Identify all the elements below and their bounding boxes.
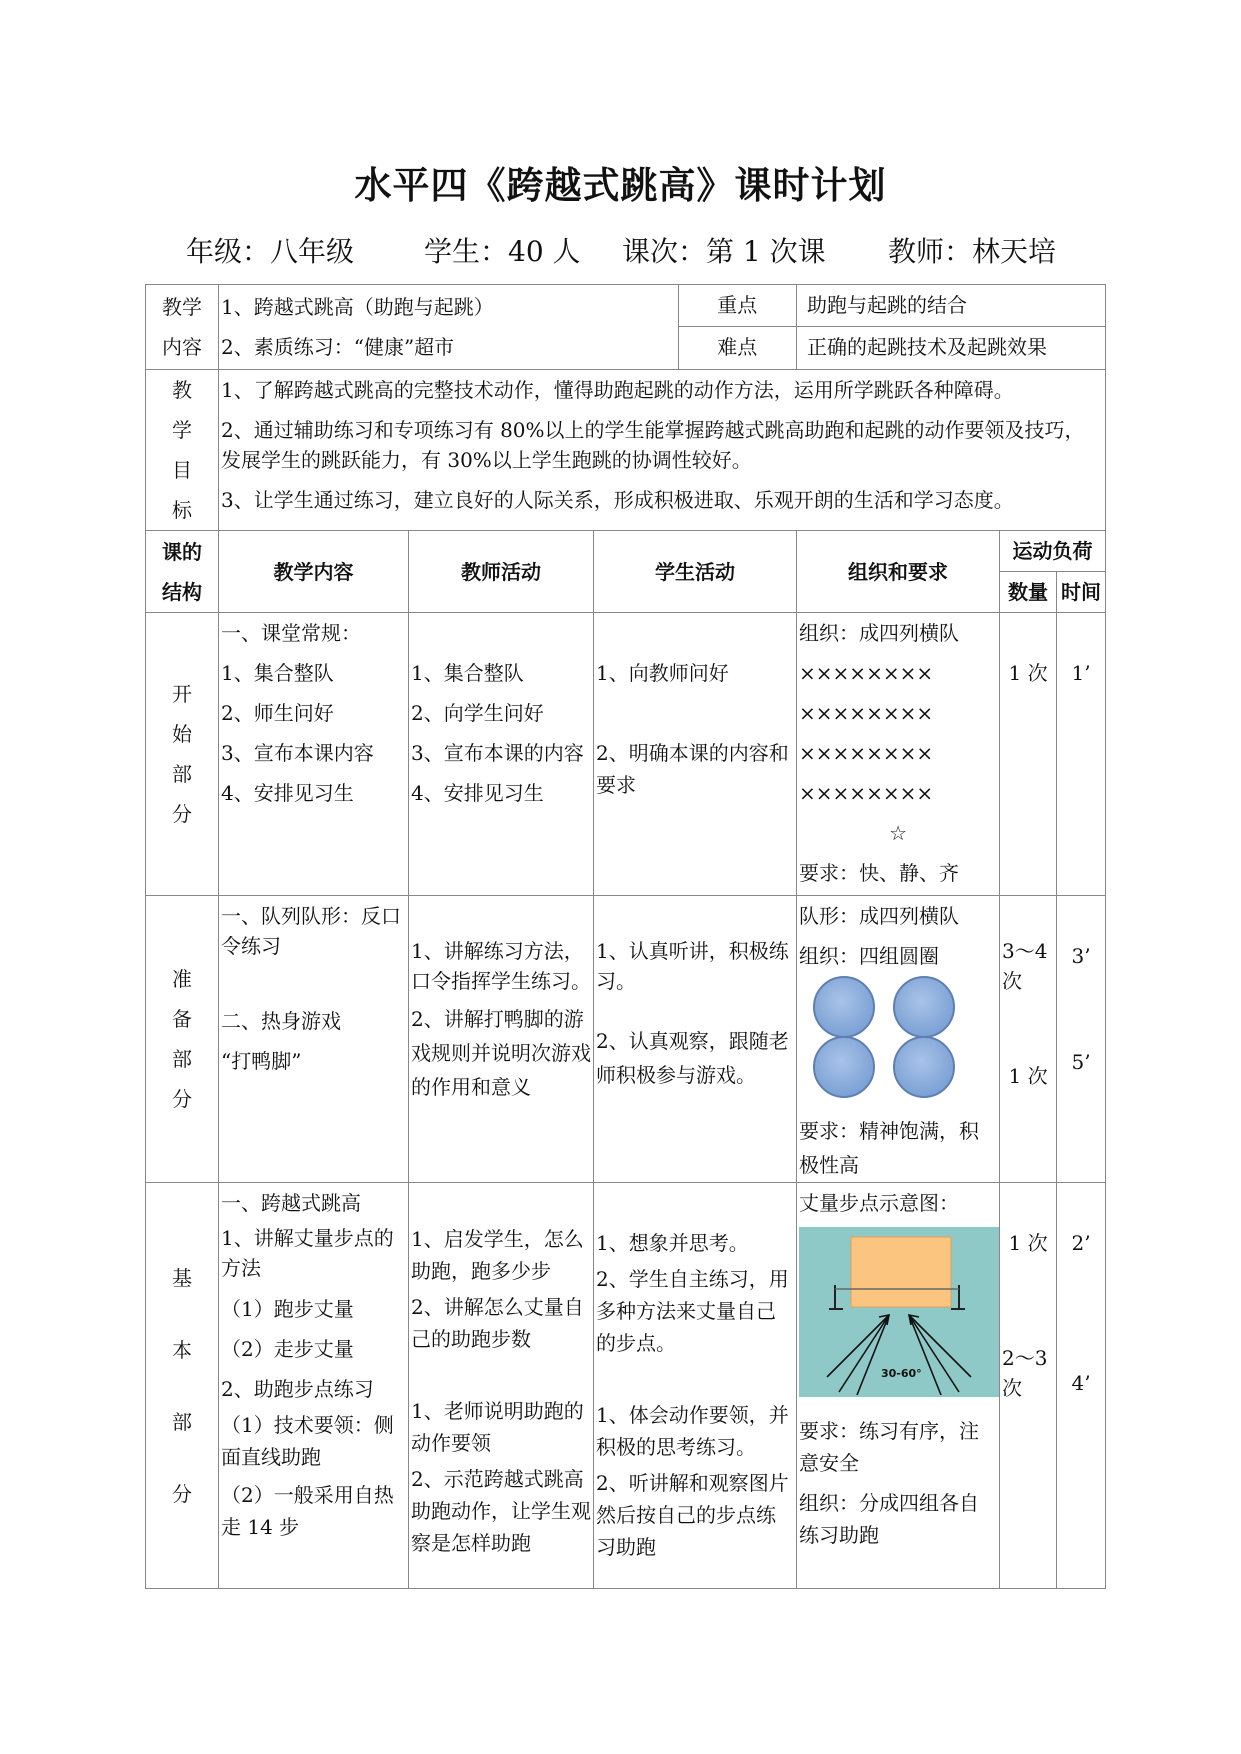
header-organization: 组织和要求 bbox=[797, 531, 1000, 613]
header-structure: 课的 结构 bbox=[146, 531, 219, 613]
start-section-row bbox=[146, 613, 1106, 896]
content-item: 1、跨越式跳高（助跑与起跳） bbox=[221, 295, 494, 319]
objective-item: 1、了解跨越式跳高的完整技术动作，懂得助跑起跳的动作方法，运用所学跳跃各种障碍。 bbox=[221, 378, 1014, 402]
start-org: 组织：成四列横队 ×××××××× ×××××××× ×××××××× ×××××××× ☆ 要求：快、静、齐 bbox=[797, 613, 1000, 896]
prep-content: 一、队列队形：反口令练习 二、热身游戏 “打鸭脚” bbox=[219, 896, 409, 1183]
prep-count: 3～4 次 1 次 bbox=[1000, 896, 1057, 1183]
header-content: 教学内容 bbox=[219, 531, 409, 613]
start-content: 一、课堂常规： 1、集合整队 2、师生问好 3、宣布本课内容 4、安排见习生 bbox=[219, 613, 409, 896]
formation-row: ×××××××× bbox=[799, 741, 934, 765]
content-cell bbox=[219, 285, 797, 370]
main-count: 1 次 2～3 次 bbox=[1000, 1183, 1057, 1589]
main-org: 丈量步点示意图： 30-60° 要求：练习有序，注意安全 组织：分成四组各自练习助跑 bbox=[797, 1183, 1000, 1589]
main-time: 2’ 4’ bbox=[1057, 1183, 1106, 1589]
prep-student: 1、认真听讲，积极练习。 2、认真观察，跟随老师积极参与游戏。 bbox=[594, 896, 797, 1183]
content-row bbox=[146, 285, 1106, 370]
prep-section-row bbox=[146, 896, 1106, 1183]
landing-mat-icon bbox=[851, 1237, 951, 1307]
main-section-row bbox=[146, 1183, 1106, 1589]
key-diff-text bbox=[797, 285, 1106, 370]
content-item: 2、素质练习：“健康”超市 bbox=[221, 335, 455, 359]
difficulty-label: 难点 bbox=[717, 335, 758, 359]
start-teacher: 1、集合整队 2、向学生问好 3、宣布本课的内容 4、安排见习生 bbox=[409, 613, 594, 896]
lesson-plan-table bbox=[145, 284, 1106, 1589]
teacher-info: 教师：林天培 bbox=[888, 235, 1057, 268]
prep-teacher: 1、讲解练习方法，口令指挥学生练习。 2、讲解打鸭脚的游戏规则并说明次游戏的作用和意义 bbox=[409, 896, 594, 1183]
content-inner bbox=[219, 285, 796, 369]
objectives-text bbox=[219, 370, 1106, 531]
header-load: 运动负荷 bbox=[1000, 531, 1106, 572]
difficulty-text: 正确的起跳技术及起跳效果 bbox=[807, 335, 1048, 359]
main-teacher: 1、启发学生，怎么助跑，跑多少步 2、讲解怎么丈量自己的助跑步数 1、老师说明助跑的动作要领 2、示范跨越式跳高助跑动作，让学生观察是怎样助跑 bbox=[409, 1183, 594, 1589]
circle-groups-diagram bbox=[799, 976, 997, 1126]
header-time: 时间 bbox=[1057, 572, 1106, 613]
circle-group-icon bbox=[893, 976, 955, 1038]
content-label: 教学 内容 bbox=[146, 285, 219, 370]
start-time: 1’ bbox=[1057, 613, 1106, 896]
students-info: 学生：40 人 bbox=[424, 235, 581, 268]
teacher-star-icon: ☆ bbox=[889, 821, 907, 845]
objective-item: 3、让学生通过练习，建立良好的人际关系，形成积极进取、乐观开朗的生活和学习态度。 bbox=[221, 488, 1014, 512]
header-teacher: 教师活动 bbox=[409, 531, 594, 613]
header-row bbox=[146, 531, 1106, 572]
circle-group-icon bbox=[813, 976, 875, 1038]
objectives-label: 教 学 目 标 bbox=[146, 370, 219, 531]
key-label: 重点 bbox=[679, 285, 797, 327]
main-content: 一、跨越式跳高 1、讲解丈量步点的方法 （1）跑步丈量 （2）走步丈量 2、助跑步点练习 （1）技术要领：侧面直线助跑 （2）一般采用自热走 14 步 bbox=[219, 1183, 409, 1589]
content-items bbox=[219, 285, 678, 369]
formation-row: ×××××××× bbox=[799, 701, 934, 725]
grade-info: 年级：八年级 bbox=[186, 235, 355, 268]
start-count: 1 次 bbox=[1000, 613, 1057, 896]
objectives-row bbox=[146, 370, 1106, 531]
lesson-info: 课次：第 1 次课 bbox=[622, 235, 826, 268]
prep-label: 准 备 部 分 bbox=[146, 896, 219, 1183]
main-label: 基 本 部 分 bbox=[146, 1183, 219, 1589]
angle-label: 30-60° bbox=[881, 1367, 922, 1380]
formation-row: ×××××××× bbox=[799, 781, 934, 805]
page-title: 水平四《跨越式跳高》课时计划 bbox=[354, 164, 887, 207]
run-up-diagram bbox=[799, 1227, 999, 1397]
prep-time: 3’ 5’ bbox=[1057, 896, 1106, 1183]
header-count: 数量 bbox=[1000, 572, 1057, 613]
start-label: 开 始 部 分 bbox=[146, 613, 219, 896]
key-diff-labels bbox=[678, 285, 796, 369]
objective-item: 2、通过辅助练习和专项练习有 80%以上的学生能掌握跨越式跳高助跑和起跳的动作要领及技巧，发展学生的跳跃能力，有 30%以上学生跑跳的协调性较好。 bbox=[221, 418, 1085, 472]
key-text: 助跑与起跳的结合 bbox=[797, 285, 1105, 327]
circle-group-icon bbox=[893, 1036, 955, 1098]
main-student: 1、想象并思考。 2、学生自主练习，用多种方法来丈量自己的步点。 1、体会动作要领，并积极的思考练习。 2、听讲解和观察图片然后按自己的步点练习助跑 bbox=[594, 1183, 797, 1589]
prep-org: 队形：成四列横队 组织：四组圆圈 要求：精神饱满，积极性高 bbox=[797, 896, 1000, 1183]
circle-group-icon bbox=[813, 1036, 875, 1098]
formation-row: ×××××××× bbox=[799, 661, 934, 685]
header-student: 学生活动 bbox=[594, 531, 797, 613]
start-student: 1、向教师问好 2、明确本课的内容和要求 bbox=[594, 613, 797, 896]
